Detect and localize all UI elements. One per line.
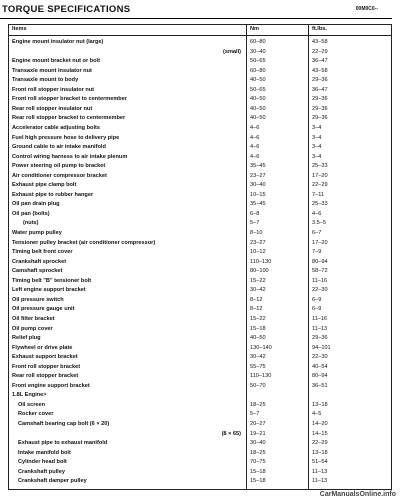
row-nm: 20–27 (250, 421, 266, 427)
row-ftlbs: 6–9 (312, 296, 322, 303)
watermark: CarManualsOnline.info (319, 491, 396, 498)
row-nm: 60–80 (250, 39, 266, 45)
row-ftlbs: 58–72 (312, 268, 328, 275)
row-item: Accelerator cable adjusting bolts (12, 124, 100, 131)
row-item: Camshaft bearing cap bolt (6 × 20) (18, 421, 110, 427)
page-title: TORQUE SPECIFICATIONS (2, 4, 131, 15)
title-rule (0, 18, 392, 19)
row-nm: 4–6 (250, 134, 260, 141)
table-row (9, 210, 391, 219)
row-nm: 35–45 (250, 163, 266, 170)
table-row (9, 410, 391, 419)
row-ftlbs: 94–101 (312, 344, 331, 351)
row-item: Tensioner pulley bracket (air conditioner compressor) (12, 239, 156, 246)
row-item: Front roll stopper bracket (12, 363, 81, 370)
row-nm: 18–25 (250, 449, 266, 456)
row-nm: 15–22 (250, 315, 266, 322)
row-nm: 8–10 (250, 230, 263, 236)
table-row (9, 325, 391, 334)
row-item: Water pump pulley (12, 230, 62, 236)
table-row (9, 172, 391, 181)
row-item: Transaxle mount to body (12, 77, 79, 84)
row-ftlbs: 7–11 (312, 191, 325, 198)
row-item: Exhaust support bracket (12, 354, 78, 361)
row-nm: 40–50 (250, 115, 266, 122)
header (0, 0, 400, 22)
row-item: (nuts) (23, 220, 39, 227)
column-header-ftlbs: ft.lbs. (312, 26, 327, 32)
page-code: 00M0C0-- (355, 6, 378, 12)
row-nm: 110–130 (250, 373, 272, 380)
row-nm: 5–7 (250, 220, 260, 227)
table-row (9, 219, 391, 228)
row-nm: 30–42 (250, 287, 266, 294)
row-ftlbs: 36–47 (312, 86, 328, 93)
row-ftlbs: 11–13 (312, 325, 328, 332)
row-ftlbs: 36–51 (312, 382, 328, 389)
row-ftlbs: 11–13 (312, 478, 328, 485)
row-nm: 10–12 (250, 249, 266, 256)
row-item: Transaxle mount insulator nut (12, 67, 92, 74)
row-item: Oil filter bracket (12, 315, 55, 322)
row-nm: 30–40 (250, 182, 266, 189)
row-nm: 19–21 (250, 430, 266, 437)
row-nm: 80–100 (250, 268, 269, 275)
table-row (9, 286, 391, 295)
row-nm: 15–18 (250, 325, 266, 332)
row-item: Oil pump cover (12, 325, 53, 332)
row-item: 1.8L Engine> (12, 392, 47, 399)
row-ftlbs: 51–54 (312, 459, 328, 466)
row-item: Front roll stopper insulator nut (12, 86, 95, 93)
table-row (9, 296, 391, 305)
row-ftlbs: 6–9 (312, 306, 322, 313)
table-row (9, 277, 391, 286)
table-row (9, 401, 391, 410)
row-nm: 30–42 (250, 354, 266, 361)
table-row (9, 382, 391, 391)
row-ftlbs: 29–36 (312, 335, 328, 342)
row-item: Flywheel or drive plate (12, 344, 73, 351)
row-ftlbs: 4–6 (312, 210, 322, 217)
row-item: Ground cable to air intake manifold (12, 144, 106, 151)
row-ftlbs: 22–29 (312, 182, 328, 189)
row-ftlbs: 11–16 (312, 277, 328, 284)
row-ftlbs: 4–5 (312, 411, 322, 418)
table-row (9, 134, 391, 143)
row-ftlbs: 6–7 (312, 230, 322, 236)
row-item: Crankshaft sprocket (12, 258, 67, 265)
row-item: Front roll stopper bracket to centermember (12, 96, 128, 103)
row-item: Relief plug (12, 335, 41, 342)
row-item: Fuel high pressure hose to delivery pipe (12, 134, 120, 141)
row-item: (8 × 65) (221, 430, 241, 437)
row-nm: 50–65 (250, 58, 266, 65)
row-nm: 8–12 (250, 296, 263, 303)
row-ftlbs: 7–9 (312, 249, 322, 256)
row-ftlbs: 29–36 (312, 96, 328, 103)
row-ftlbs: 3–4 (312, 124, 322, 131)
row-nm: 10–15 (250, 191, 266, 198)
row-item: Rear roll stopper bracket (12, 373, 79, 380)
row-nm: 4–6 (250, 144, 260, 151)
table-row (9, 48, 391, 57)
row-nm: 4–6 (250, 153, 260, 160)
row-ftlbs: 14–15 (312, 430, 328, 437)
table-row (9, 248, 391, 257)
row-item: Oil pan drain plug (12, 201, 60, 208)
row-item: (small) (222, 48, 241, 55)
row-item: Camshaft sprocket (12, 268, 63, 275)
row-item: Exhaust pipe to rubber hanger (12, 191, 94, 198)
row-item: Exhaust pipe to exhaust manifold (18, 440, 108, 447)
table-row (9, 477, 391, 486)
row-nm: 55–75 (250, 363, 266, 370)
row-item: Timing belt "B" tensioner bolt (12, 277, 92, 284)
table-row (9, 162, 391, 171)
table-row (9, 353, 391, 362)
row-item: Control wiring harness to air intake plenum (12, 153, 128, 160)
row-nm: 50–65 (250, 86, 266, 93)
table-row (9, 105, 391, 114)
row-ftlbs: 36–47 (312, 58, 328, 65)
row-item: Cylinder head bolt (18, 459, 67, 466)
row-nm: 70–75 (250, 459, 266, 466)
table-row (9, 200, 391, 209)
table-row (9, 430, 391, 439)
row-nm: 40–50 (250, 105, 266, 112)
row-nm: 15–22 (250, 277, 266, 284)
table-row (9, 181, 391, 190)
row-ftlbs: 11–13 (312, 468, 328, 475)
table-row (9, 38, 391, 47)
table-row (9, 258, 391, 267)
row-nm: 23–27 (250, 172, 266, 179)
table-row (9, 67, 391, 76)
row-ftlbs: 13–18 (312, 449, 328, 456)
row-ftlbs: 3–4 (312, 134, 322, 141)
row-nm: 15–18 (250, 468, 266, 475)
row-nm: 30–40 (250, 440, 266, 447)
row-item: Air conditioner compressor bracket (12, 172, 107, 179)
row-nm: 50–70 (250, 382, 266, 389)
table-row (9, 449, 391, 458)
row-ftlbs: 25–33 (312, 201, 328, 208)
table-row (9, 267, 391, 276)
table-row (9, 86, 391, 95)
row-item: Oil pressure switch (12, 296, 64, 303)
row-ftlbs: 17–20 (312, 172, 328, 179)
row-item: Oil pressure gauge unit (12, 306, 75, 313)
table-row (9, 344, 391, 353)
table-row (9, 468, 391, 477)
row-ftlbs: 29–36 (312, 115, 328, 122)
row-nm: 30–40 (250, 48, 266, 55)
row-item: Rear roll stopper bracket to centermember (12, 115, 126, 122)
row-item: Power steering oil pump to bracket (12, 163, 106, 170)
row-ftlbs: 3–4 (312, 153, 322, 160)
row-nm: 5–7 (250, 411, 260, 418)
row-ftlbs: 3.5–5 (312, 220, 326, 227)
row-ftlbs: 3–4 (312, 144, 322, 151)
table-row (9, 239, 391, 248)
row-ftlbs: 11–16 (312, 315, 328, 322)
row-ftlbs: 29–36 (312, 105, 328, 112)
row-item: Left engine support bracket (12, 287, 86, 294)
row-nm: 60–80 (250, 67, 266, 74)
table-row (9, 458, 391, 467)
row-nm: 40–50 (250, 335, 266, 342)
row-ftlbs: 22–29 (312, 48, 328, 55)
row-item: Intake manifold bolt (18, 449, 71, 456)
row-item: Crankshaft damper pulley (18, 478, 87, 485)
table-row (9, 439, 391, 448)
row-item: Engine mount insulator nut (large) (12, 39, 104, 45)
row-nm: 130–140 (250, 344, 272, 351)
row-ftlbs: 14–20 (312, 421, 328, 427)
row-ftlbs: 22–30 (312, 287, 328, 294)
table-row (9, 57, 391, 66)
row-item: Front engine support bracket (12, 382, 90, 389)
row-item: Rear roll stopper insulator nut (12, 105, 93, 112)
row-nm: 40–50 (250, 77, 266, 84)
row-nm: 18–25 (250, 401, 266, 408)
row-item: Crankshaft pulley (18, 468, 65, 475)
row-ftlbs: 13–18 (312, 401, 328, 408)
row-item: Oil pan (bolts) (12, 210, 50, 217)
row-item: Oil screen (18, 401, 46, 408)
header-divider (9, 35, 391, 36)
row-nm: 15–18 (250, 478, 266, 485)
row-item: Exhaust pipe clamp bolt (12, 182, 77, 189)
table-row (9, 315, 391, 324)
row-nm: 23–27 (250, 239, 266, 246)
table-row (9, 124, 391, 133)
row-nm: 35–45 (250, 201, 266, 208)
row-nm: 110–130 (250, 258, 272, 265)
table-row (9, 420, 391, 429)
table-row (9, 391, 391, 400)
row-ftlbs: 22–29 (312, 440, 328, 447)
row-ftlbs: 29–36 (312, 77, 328, 84)
table-row (9, 372, 391, 381)
row-item: Timing belt front cover (12, 249, 73, 256)
row-nm: 40–50 (250, 96, 266, 103)
row-ftlbs: 25–33 (312, 163, 328, 170)
row-ftlbs: 43–58 (312, 67, 328, 74)
table-row (9, 191, 391, 200)
row-nm: 4–6 (250, 124, 260, 131)
column-header-items: Items (12, 26, 27, 32)
table-row (9, 114, 391, 123)
table-row (9, 229, 391, 238)
table-row (9, 363, 391, 372)
row-item: Engine mount bracket nut or bolt (12, 58, 100, 65)
row-nm: 8–12 (250, 306, 263, 313)
row-item: Rocker cover (18, 411, 54, 418)
table-row (9, 153, 391, 162)
row-ftlbs: 17–20 (312, 239, 328, 246)
row-nm: 6–8 (250, 210, 260, 217)
column-header-nm: Nm (250, 26, 260, 32)
table-row (9, 76, 391, 85)
row-ftlbs: 40–54 (312, 363, 328, 370)
row-ftlbs: 43–58 (312, 39, 328, 45)
table-row (9, 305, 391, 314)
table-row (9, 143, 391, 152)
table-row (9, 334, 391, 343)
row-ftlbs: 80–94 (312, 373, 328, 380)
row-ftlbs: 80–94 (312, 258, 328, 265)
torque-table (8, 24, 392, 490)
row-ftlbs: 22–30 (312, 354, 328, 361)
table-row (9, 95, 391, 104)
